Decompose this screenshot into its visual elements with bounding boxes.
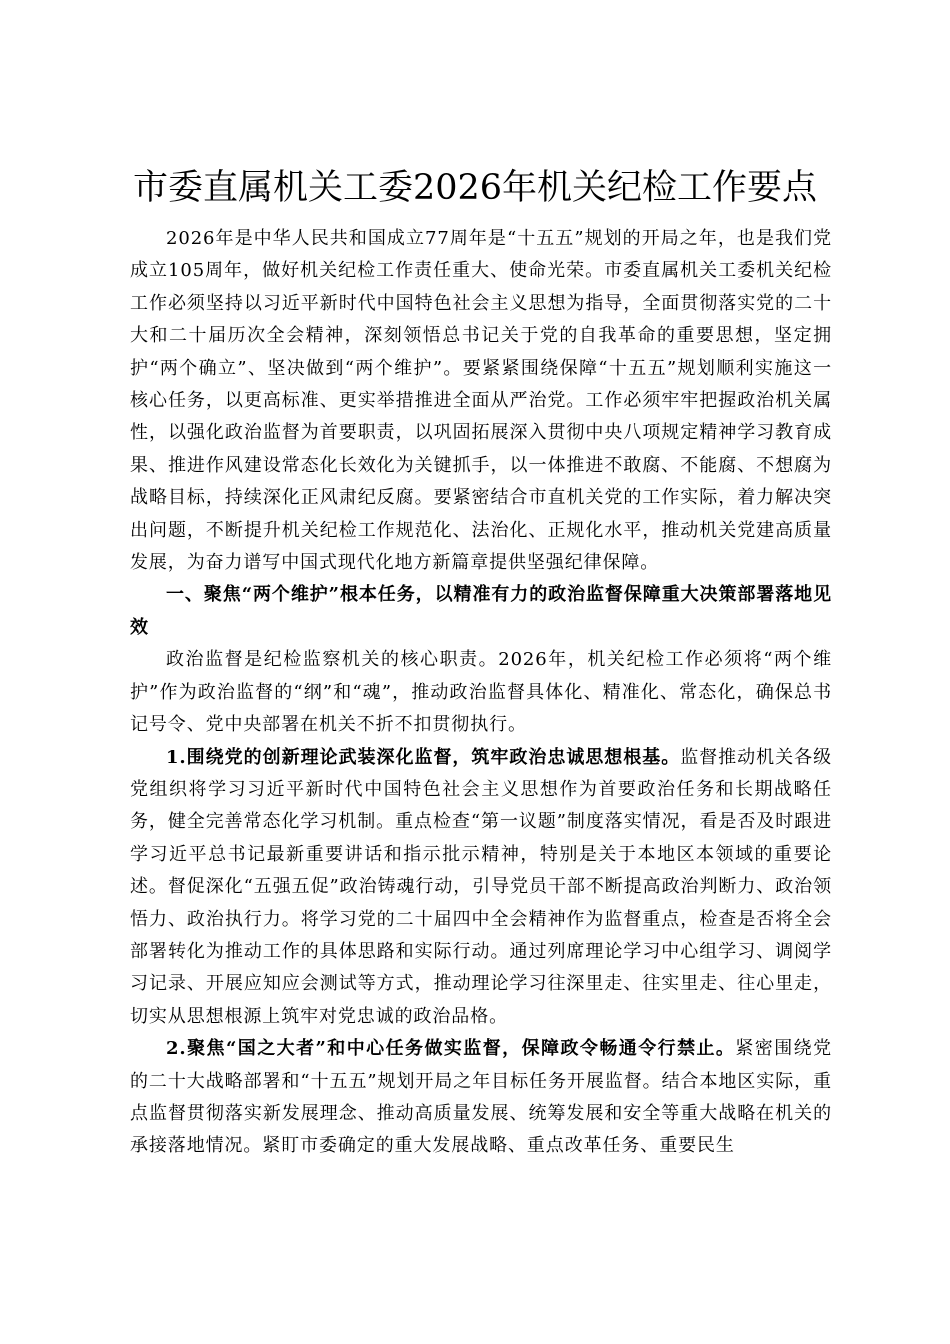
document-body bbox=[130, 223, 832, 1163]
item-2-paragraph bbox=[130, 1033, 832, 1163]
item-1-lead: 1.围绕党的创新理论武装深化监督，筑牢政治忠诚思想根基。 bbox=[166, 746, 681, 768]
section-1-intro-paragraph: 政治监督是纪检监察机关的核心职责。2026年，机关纪检工作必须将“两个维护”作为政治监督的“纲”和“魂”，推动政治监督具体化、精准化、常态化，确保总书记号令、党中央部署在机关不折不扣贯彻执行。 bbox=[130, 649, 832, 736]
intro-paragraph: 2026年是中华人民共和国成立77周年是“十五五”规划的开局之年，也是我们党成立105周年，做好机关纪检工作责任重大、使命光荣。市委直属机关工委机关纪检工作必须坚持以习近平新时代中国特色社会主义思想为指导，全面贯彻落实党的二十大和二十届历次全会精神，深刻领悟总书记关于党的自我革命的重要思想，坚定拥护“两个确立”、坚决做到“两个维护”。要紧紧围绕保障“十五五”规划顺利实施这一核心任务，以更高标准、更实举措推进全面从严治党。工作必须牢牢把握政治机关属性，以强化政治监督为首要职责，以巩固拓展深入贯彻中央八项规定精神学习教育成果、推进作风建设常态化长效化为关键抓手，以一体推进不敢腐、不能腐、不想腐为战略目标，持续深化正风肃纪反腐。要紧密结合市直机关党的工作实际，着力解决突出问题，不断提升机关纪检工作规范化、法治化、正规化水平，推动机关党建高质量发展，为奋力谱写中国式现代化地方新篇章提供坚强纪律保障。 bbox=[130, 228, 832, 574]
document-title: 市委直属机关工委2026年机关纪检工作要点 bbox=[132, 168, 818, 208]
item-2-body: 紧密围绕党的二十大战略部署和“十五五”规划开局之年目标任务开展监督。结合本地区实际，重点监督贯彻落实新发展理念、推动高质量发展、统筹发展和安全等重大战略在机关的承接落地情况。紧盯市委确定的重大发展战略、重点改革任务、重要民生 bbox=[130, 1038, 833, 1157]
item-2-lead: 2.聚焦“国之大者”和中心任务做实监督，保障政令畅通令行禁止。 bbox=[166, 1038, 736, 1060]
item-1-paragraph bbox=[130, 742, 832, 1034]
section-1-heading: 一、聚焦“两个维护”根本任务，以精准有力的政治监督保障重大决策部署落地见效 bbox=[130, 584, 832, 638]
item-1-body: 监督推动机关各级党组织将学习习近平新时代中国特色社会主义思想作为首要政治任务和长期战略任务，健全完善常态化学习机制。重点检查“第一议题”制度落实情况，看是否及时跟进学习近平总书记最新重要讲话和指示批示精神，特别是关于本地区本领域的重要论述。督促深化“五强五促”政治铸魂行动，引导党员干部不断提高政治判断力、政治领悟力、政治执行力。将学习党的二十届四中全会精神作为监督重点，检查是否将全会部署转化为推动工作的具体思路和实际行动。通过列席理论学习中心组学习、调阅学习记录、开展应知应会测试等方式，推动理论学习往深里走、往实里走、往心里走，切实从思想根源上筑牢对党忠诚的政治品格。 bbox=[130, 746, 832, 1027]
